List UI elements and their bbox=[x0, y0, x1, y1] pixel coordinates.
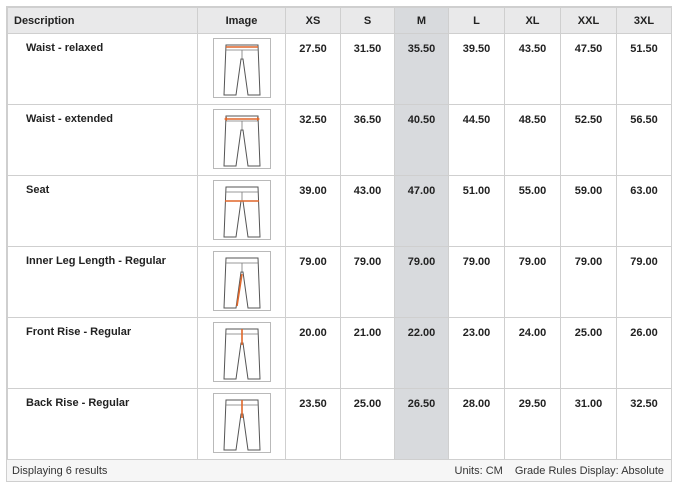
size-value-xs: 79.00 bbox=[286, 247, 341, 318]
table-footer bbox=[7, 460, 671, 481]
size-value-3xl: 51.50 bbox=[617, 34, 672, 105]
measurement-image-cell bbox=[198, 389, 286, 460]
size-value-xl: 55.00 bbox=[505, 176, 561, 247]
pants-inner-leg-icon[interactable] bbox=[213, 251, 271, 311]
size-value-s: 21.00 bbox=[341, 318, 395, 389]
size-value-xs: 39.00 bbox=[286, 176, 341, 247]
pants-waist-extended-icon[interactable] bbox=[213, 109, 271, 169]
table-header-row bbox=[8, 8, 672, 34]
size-value-xs: 23.50 bbox=[286, 389, 341, 460]
measurement-description: Waist - relaxed bbox=[8, 34, 198, 105]
size-value-xl: 29.50 bbox=[505, 389, 561, 460]
size-value-l: 23.00 bbox=[449, 318, 505, 389]
size-value-m: 47.00 bbox=[395, 176, 449, 247]
size-value-s: 43.00 bbox=[341, 176, 395, 247]
measurement-description: Seat bbox=[8, 176, 198, 247]
size-value-xs: 20.00 bbox=[286, 318, 341, 389]
size-value-xs: 27.50 bbox=[286, 34, 341, 105]
size-value-s: 25.00 bbox=[341, 389, 395, 460]
size-value-3xl: 32.50 bbox=[617, 389, 672, 460]
column-header-image[interactable]: Image bbox=[198, 8, 286, 34]
pants-seat-icon[interactable] bbox=[213, 180, 271, 240]
pants-waist-relaxed-icon[interactable] bbox=[213, 38, 271, 98]
size-value-xl: 43.50 bbox=[505, 34, 561, 105]
size-value-xs: 32.50 bbox=[286, 105, 341, 176]
size-value-xxl: 52.50 bbox=[561, 105, 617, 176]
units-label: Units: CM bbox=[454, 464, 503, 477]
column-header-xxl[interactable]: XXL bbox=[561, 8, 617, 34]
column-header-m[interactable]: M bbox=[395, 8, 449, 34]
size-value-l: 39.50 bbox=[449, 34, 505, 105]
size-value-m: 22.00 bbox=[395, 318, 449, 389]
size-value-l: 51.00 bbox=[449, 176, 505, 247]
size-value-m: 26.50 bbox=[395, 389, 449, 460]
column-header-xl[interactable]: XL bbox=[505, 8, 561, 34]
size-value-xxl: 31.00 bbox=[561, 389, 617, 460]
measurement-image-cell bbox=[198, 247, 286, 318]
column-header-description[interactable]: Description bbox=[8, 8, 198, 34]
measurement-image-cell bbox=[198, 105, 286, 176]
column-header-3xl[interactable]: 3XL bbox=[617, 8, 672, 34]
size-value-3xl: 26.00 bbox=[617, 318, 672, 389]
size-value-xxl: 47.50 bbox=[561, 34, 617, 105]
size-value-3xl: 79.00 bbox=[617, 247, 672, 318]
table-row[interactable] bbox=[8, 176, 672, 247]
size-value-3xl: 56.50 bbox=[617, 105, 672, 176]
measurement-description: Waist - extended bbox=[8, 105, 198, 176]
size-value-xxl: 25.00 bbox=[561, 318, 617, 389]
size-value-s: 36.50 bbox=[341, 105, 395, 176]
size-value-s: 79.00 bbox=[341, 247, 395, 318]
table-row[interactable] bbox=[8, 34, 672, 105]
size-chart-panel bbox=[6, 6, 672, 482]
size-value-m: 79.00 bbox=[395, 247, 449, 318]
size-value-m: 35.50 bbox=[395, 34, 449, 105]
measurement-description: Front Rise - Regular bbox=[8, 318, 198, 389]
table-row[interactable] bbox=[8, 318, 672, 389]
grade-rules-label: Grade Rules Display: Absolute bbox=[514, 464, 664, 477]
size-value-xxl: 59.00 bbox=[561, 176, 617, 247]
measurement-image-cell bbox=[198, 176, 286, 247]
size-value-l: 79.00 bbox=[449, 247, 505, 318]
table-row[interactable] bbox=[8, 105, 672, 176]
column-header-xs[interactable]: XS bbox=[286, 8, 341, 34]
measurement-description: Back Rise - Regular bbox=[8, 389, 198, 460]
measurement-description: Inner Leg Length - Regular bbox=[8, 247, 198, 318]
measurement-image-cell bbox=[198, 34, 286, 105]
size-value-m: 40.50 bbox=[395, 105, 449, 176]
size-value-xl: 24.00 bbox=[505, 318, 561, 389]
size-value-xl: 48.50 bbox=[505, 105, 561, 176]
measurement-image-cell bbox=[198, 318, 286, 389]
table-row[interactable] bbox=[8, 247, 672, 318]
column-header-s[interactable]: S bbox=[341, 8, 395, 34]
column-header-l[interactable]: L bbox=[449, 8, 505, 34]
size-value-l: 28.00 bbox=[449, 389, 505, 460]
pants-back-rise-icon[interactable] bbox=[213, 393, 271, 453]
pants-front-rise-icon[interactable] bbox=[213, 322, 271, 382]
size-value-xxl: 79.00 bbox=[561, 247, 617, 318]
size-value-l: 44.50 bbox=[449, 105, 505, 176]
size-chart-table bbox=[7, 7, 672, 460]
results-count: Displaying 6 results bbox=[12, 464, 108, 477]
size-value-xl: 79.00 bbox=[505, 247, 561, 318]
size-value-3xl: 63.00 bbox=[617, 176, 672, 247]
size-value-s: 31.50 bbox=[341, 34, 395, 105]
table-row[interactable] bbox=[8, 389, 672, 460]
